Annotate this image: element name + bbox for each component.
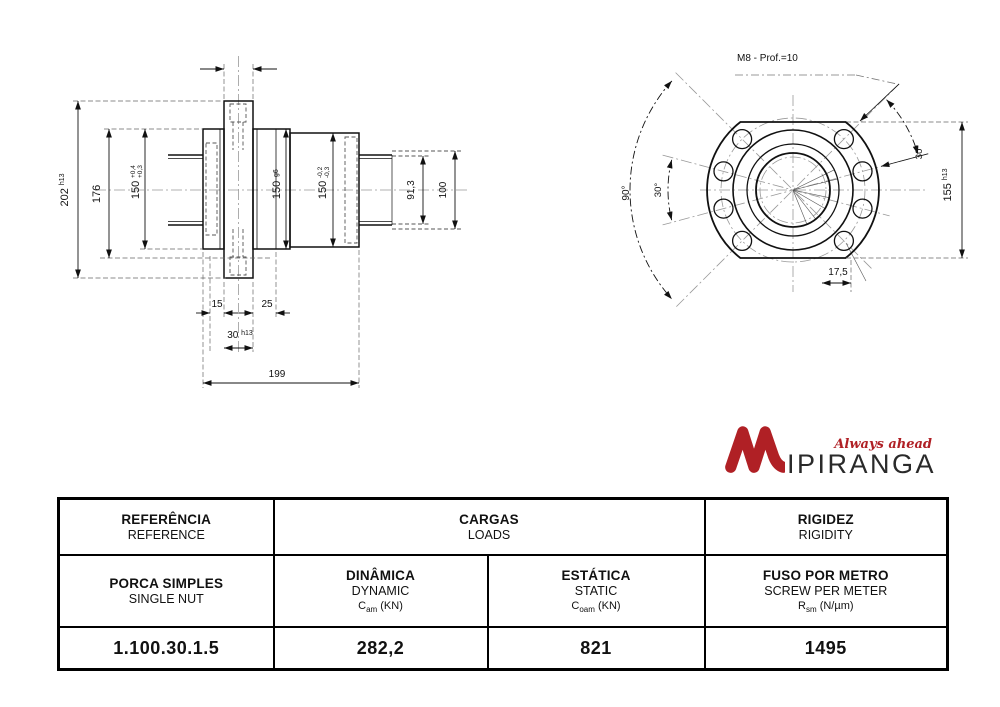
table-subheader-row <box>59 555 948 627</box>
front-view-extension-lines <box>846 258 968 292</box>
subheader-nut-type-cell: PORCA SIMPLES SINGLE NUT <box>59 555 274 627</box>
angle-90-label: 90° <box>621 185 632 201</box>
company-logo <box>723 422 936 478</box>
dim-100-label: 100 <box>438 181 449 199</box>
front-view-centerlines <box>663 73 929 308</box>
subheader-rigidity-cell: FUSO POR METRO SCREW PER METER $R_{sm}$ (N/µm) <box>705 555 948 627</box>
table-header-row <box>59 499 948 556</box>
svg-text:150: 150 <box>130 180 142 200</box>
dim-150-right-label <box>317 166 331 199</box>
side-view-centerlines <box>95 56 470 352</box>
svg-text:150: 150 <box>271 180 283 200</box>
svg-text:-0,2: -0,2 <box>317 166 324 178</box>
dim-15-label: 15 <box>211 299 223 310</box>
svg-text:+0,3: +0,3 <box>137 165 144 178</box>
subheader-dynamic-cell: DINÂMICA DYNAMIC $C_{am}$ (KN) <box>274 555 488 627</box>
logo-tagline: Always ahead <box>834 437 933 452</box>
value-dynamic-cell: 282,2 <box>274 627 488 670</box>
side-view-hidden-lines <box>206 104 462 275</box>
logo-mark-icon <box>723 422 785 478</box>
header-loads-cell: CARGAS LOADS <box>274 499 705 556</box>
dim-91-label: 91,3 <box>406 180 417 200</box>
dim-150-mid-label <box>271 169 283 199</box>
side-view-extension-lines <box>73 64 968 388</box>
svg-text:+0,4: +0,4 <box>130 165 137 178</box>
angle-30-left-label: 30° <box>653 182 664 198</box>
value-static-cell: 821 <box>488 627 705 670</box>
dim-155-label: 155 $^{h13}$ <box>942 168 954 202</box>
dim-199-label: 199 <box>268 369 286 380</box>
svg-text:-0,3: -0,3 <box>324 166 331 178</box>
header-reference-cell: REFERÊNCIA REFERENCE <box>59 499 274 556</box>
side-view-dimension-labels <box>59 165 449 380</box>
dim-202-label: 202 $^{h13}$ <box>59 173 71 207</box>
angle-30-right-label: 30° <box>914 144 925 160</box>
dim-30-label: 30 $^{h13}$ <box>227 330 253 341</box>
dim-25-label: 25 <box>261 299 273 310</box>
value-reference-cell: 1.100.30.1.5 <box>59 627 274 670</box>
svg-text:150: 150 <box>317 180 329 200</box>
logo-name: IPIRANGA <box>787 449 937 479</box>
dim-150-left-label <box>130 165 144 199</box>
svg-text:g6: g6 <box>273 169 280 177</box>
front-view-drawing <box>621 53 968 307</box>
dim-17-label: 17,5 <box>828 267 848 278</box>
thread-callout-leader <box>735 75 897 84</box>
table-values-row <box>59 627 948 670</box>
subheader-static-cell: ESTÁTICA STATIC $C_{oam}$ (KN) <box>488 555 705 627</box>
dim-176-label: 176 <box>91 184 103 204</box>
value-rigidity-cell: 1495 <box>705 627 948 670</box>
side-view-dimension-lines <box>78 69 455 383</box>
front-view-labels <box>621 53 954 278</box>
side-view-drawing <box>59 56 968 388</box>
spec-table <box>57 497 949 671</box>
thread-callout-label: M8 - Prof.=10 <box>737 53 798 64</box>
header-rigidity-cell: RIGIDEZ RIGIDITY <box>705 499 948 556</box>
